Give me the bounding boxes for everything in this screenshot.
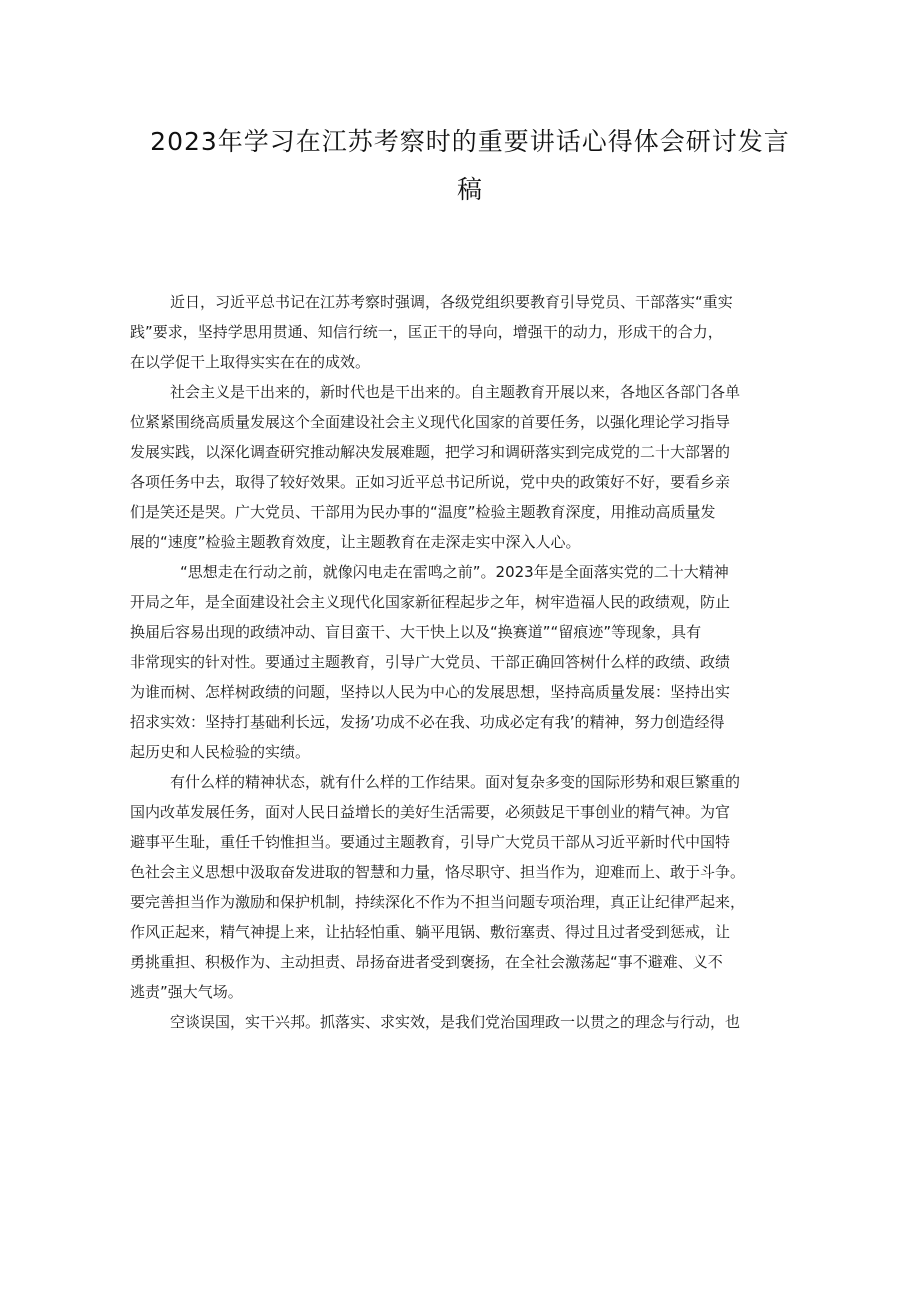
paragraph-3: [130, 557, 803, 767]
paragraph-2: [130, 377, 803, 557]
paragraph-line: 要完善担当作为激励和保护机制，持续深化不作为不担当问题专项治理，真正让纪律严起来，: [130, 893, 746, 911]
paragraph-line: 起历史和人民检验的实绩。: [130, 743, 311, 761]
title-line-2: 稿: [456, 175, 483, 204]
paragraph-line: 社会主义是干出来的，新时代也是干出来的。自主题教育开展以来，各地区各部门各单: [170, 383, 741, 401]
paragraph-line: 为谁而树、怎样树政绩的问题，坚持以人民为中心的发展思想，坚持高质量发展：坚持出实: [130, 683, 731, 701]
paragraph-line: 展的“速度”检验主题教育效度，让主题教育在走深走实中深入人心。: [130, 533, 581, 551]
paragraph-line: 色社会主义思想中汲取奋发进取的智慧和力量，恪尽职守、担当作为，迎难而上、敢于斗争。: [130, 863, 746, 881]
title-line-1: 2023年学习在江苏考察时的重要讲话心得体会研讨发言: [150, 127, 790, 156]
paragraph-5: [130, 1007, 803, 1037]
paragraph-line: “思想走在行动之前，就像闪电走在雷鸣之前”。2023年是全面落实党的二十大精神: [180, 563, 729, 581]
paragraph-line: 国内改革发展任务，面对人民日益增长的美好生活需要，必须鼓足干事创业的精气神。为官: [130, 803, 731, 821]
paragraph-line: 各项任务中去，取得了较好效果。正如习近平总书记所说，党中央的政策好不好，要看乡亲: [130, 473, 731, 491]
paragraph-line: 开局之年，是全面建设社会主义现代化国家新征程起步之年，树牢造福人民的政绩观，防止: [130, 593, 731, 611]
paragraph-line: 非常现实的针对性。要通过主题教育，引导广大党员、干部正确回答树什么样的政绩、政绩: [130, 653, 731, 671]
paragraph-line: 换届后容易出现的政绩冲动、盲目蛮干、大干快上以及“换赛道”“留痕迹”等现象，具有: [130, 623, 702, 641]
paragraph-line: 位紧紧围绕高质量发展这个全面建设社会主义现代化国家的首要任务，以强化理论学习指导: [130, 413, 731, 431]
paragraph-4: [130, 767, 803, 1007]
paragraph-line: 有什么样的精神状态，就有什么样的工作结果。面对复杂多变的国际形势和艰巨繁重的: [170, 773, 741, 791]
paragraph-line: 逃责”强大气场。: [130, 983, 243, 1001]
paragraph-line: 发展实践，以深化调查研究推动解决发展难题，把学习和调研落实到完成党的二十大部署的: [130, 443, 731, 461]
paragraph-line: 在以学促干上取得实实在在的成效。: [130, 353, 371, 371]
paragraph-line: 作风正起来，精气神提上来，让拈轻怕重、躺平甩锅、敷衍塞责、得过且过者受到惩戒，让: [130, 923, 731, 941]
paragraph-line: 们是笑还是哭。广大党员、干部用为民办事的“温度”检验主题教育深度，用推动高质量发: [130, 503, 716, 521]
paragraph-line: 践”要求，坚持学思用贯通、知信行统一，匡正干的导向，增强干的动力，形成干的合力，: [130, 323, 723, 341]
paragraph-line: 避事平生耻，重任千钧惟担当。要通过主题教育，引导广大党员干部从习近平新时代中国特: [130, 833, 731, 851]
document-body: [130, 287, 803, 1037]
paragraph-line: 勇挑重担、积极作为、主动担责、昂扬奋进者受到褒扬，在全社会激荡起“事不避难、义不: [130, 953, 723, 971]
paragraph-line: 招求实效：坚持打基础利长远，发扬’功成不必在我、功成必定有我’的精神，努力创造经得: [130, 713, 725, 731]
paragraph-line: 近日，习近平总书记在江苏考察时强调，各级党组织要教育引导党员、干部落实“重实: [170, 293, 733, 311]
paragraph-line: 空谈误国，实干兴邦。抓落实、求实效，是我们党治国理政一以贯之的理念与行动，也: [170, 1013, 741, 1031]
paragraph-1: [130, 287, 803, 377]
document-title: [150, 118, 790, 214]
